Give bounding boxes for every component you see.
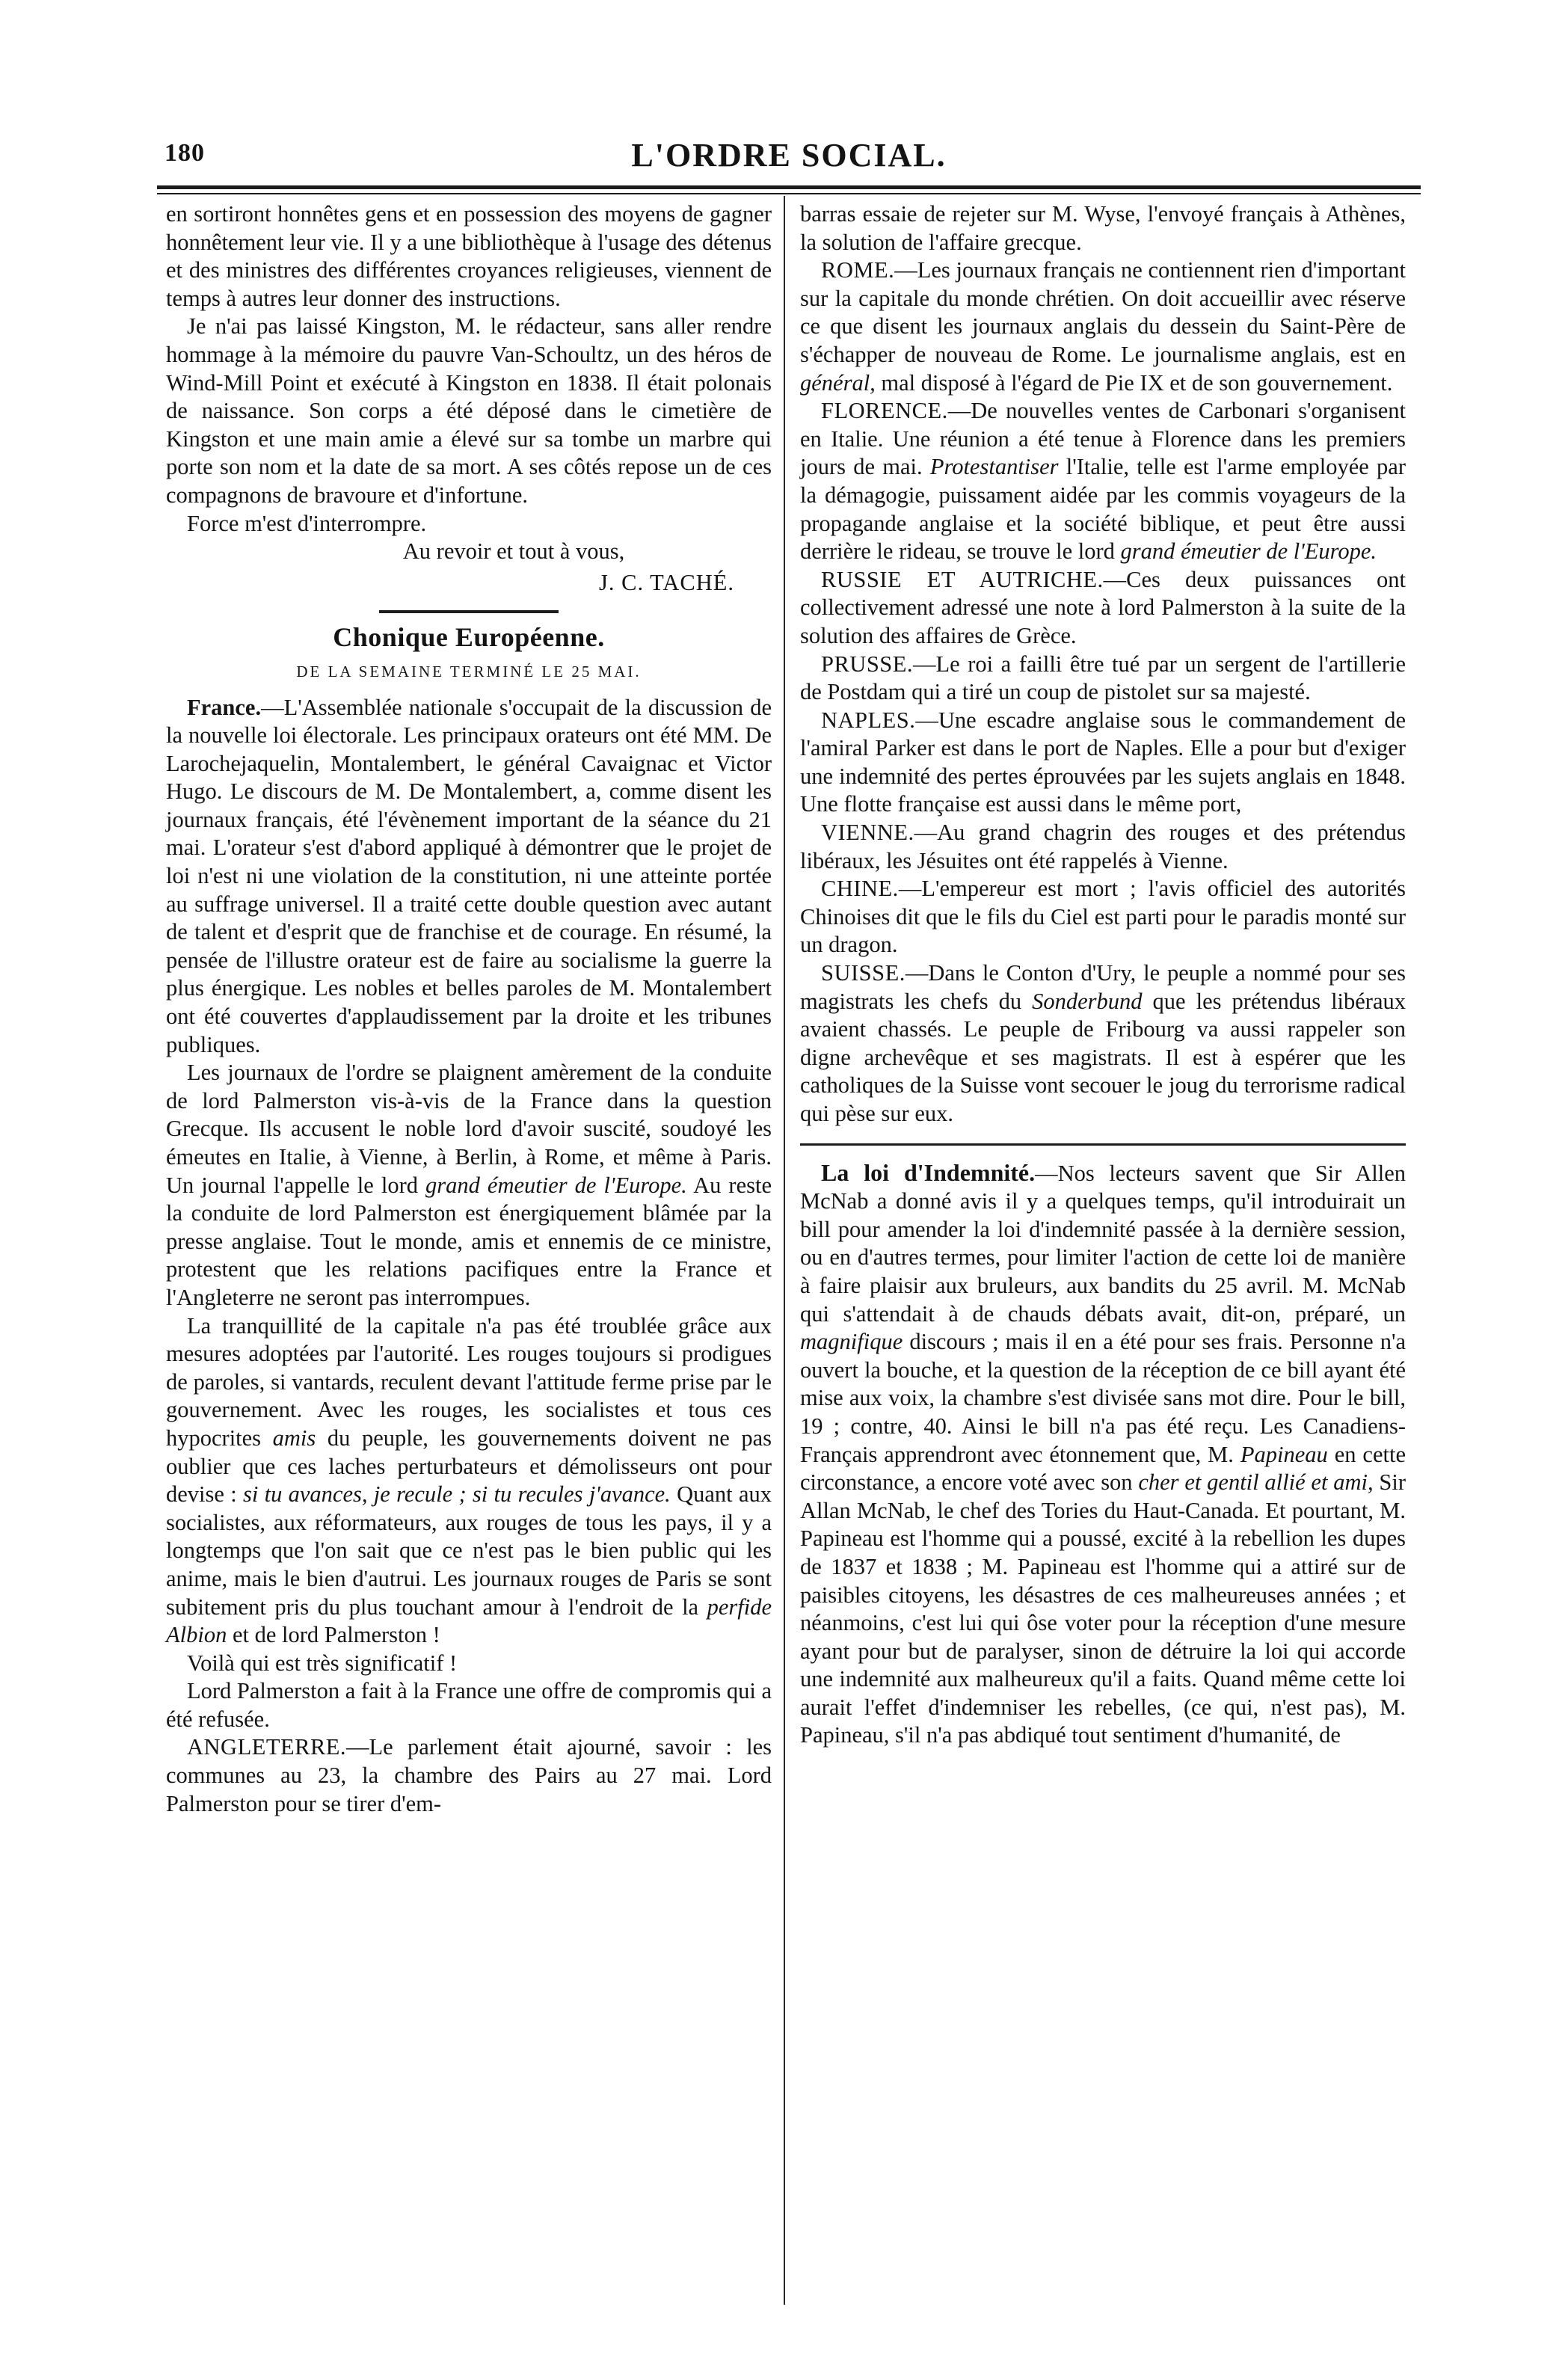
indemnite-text-c: en cette circonstance, a encore voté avec son <box>800 1441 1406 1496</box>
tranquillite-paragraph <box>166 1312 772 1650</box>
naples-label: NAPLES. <box>821 707 916 733</box>
kingston-paragraph: Je n'ai pas laissé Kingston, M. le rédacteur, sans aller rendre hommage à la mémoire du pauvre Van-Schoultz, un des héros de Wind-Mill Point et exécuté à Kingston en 1838. Il était polonais de naissance. Son corps a été déposé dans le cimetière de Kingston et une main amie a élevé sur sa tombe un marbre qui porte son nom et la date de sa mort. A ses côtés repose un de ces compagnons de bravoure et d'infortune. <box>166 313 772 508</box>
vienne-text: —Au grand chagrin des rouges et des prétendus libéraux, les Jésuites ont été rappelés à Vienne. <box>800 820 1406 873</box>
florence-text-b: l'Italie, telle est l'arme employée par la démagogie, puissament aidée par les commis voyageurs de la propagande anglaise et la société biblique, et peut être aussi derrière le rideau, se trouve le lord <box>800 454 1406 565</box>
palmerston-text-b: Au reste la conduite de lord Palmerston est énergiquement blâmée par la presse anglaise. Tout le monde, amis et ennemis de ce ministre, protestent que les relations pacifiques entre la France et l'Angleterre ne seront pas interrompues. <box>166 1172 772 1310</box>
chine-label: CHINE. <box>821 876 899 902</box>
suisse-emphasis: Sonderbund <box>1032 988 1143 1014</box>
header-rule <box>157 185 1421 189</box>
palmerston-text-a: Les journaux de l'ordre se plaignent amèrement de la conduite de lord Palmerston vis-à-vis de la France dans la question Grecque. Ils accusent le noble lord d'avoir suscité, soudoyé les émeutes en Italie, à Vienne, à Berlin, à Rome, et même à Paris. Un journal l'appelle le lord <box>166 1060 772 1198</box>
closing-line: Force m'est d'interrompre. <box>187 510 427 536</box>
tranquillite-text-a: La tranquillité de la capitale n'a pas été troublée grâce aux mesures adoptées par l'autorité. Les rouges toujours si prodigues de paroles, si vantards, reculent devant l'attitude ferme prise par le gouvernement. Avec les rouges, les socialistes et tous ces hypocrites <box>166 1312 772 1451</box>
france-label: France. <box>187 694 262 720</box>
france-text: —L'Assemblée nationale s'occupait de la discussion de la nouvelle loi électorale. Les principaux orateurs ont été MM. De Larochejaquelin, Montalembert, le général Cavaignac et Victor Hugo. Le discours de M. De Montalembert, a, comme disent les journaux français, été l'évènement important de la séance du 21 mai. L'orateur s'est d'abord appliqué à démontrer que le projet de loi n'est ni une violation de la constitution, ni une atteinte portée au suffrage universel. Il a traité cette double question avec autant de talent et d'esprit que de franchise et de courage. En résumé, la pensée de l'illustre orateur est de faire au socialisme la guerre la plus énergique. Les nobles et belles paroles de M. Montalembert ont été couvertes d'applaudissement par la droite et les tribunes publiques. <box>166 694 772 1057</box>
palmerston-paragraph <box>166 1059 772 1312</box>
continuation-paragraph: barras essaie de rejeter sur M. Wyse, l'envoyé français à Athènes, la solution de l'affaire grecque. <box>800 201 1406 255</box>
chronicle-subtitle: DE LA SEMAINE TERMINÉ LE 25 MAI. <box>296 662 642 680</box>
suisse-paragraph <box>800 959 1406 1128</box>
indemnite-title: La loi d'Indemnité. <box>821 1158 1036 1186</box>
page-number: 180 <box>165 139 205 167</box>
rome-emphasis: général, <box>800 369 876 396</box>
rome-paragraph <box>800 256 1406 397</box>
indemnite-emphasis-1: magnifique <box>800 1329 903 1355</box>
article-divider <box>800 1143 1406 1146</box>
vienne-paragraph <box>800 819 1406 875</box>
florence-label: FLORENCE. <box>821 398 948 424</box>
naples-paragraph <box>800 707 1406 819</box>
tranquillite-emphasis-3: perfide Albion <box>166 1594 772 1648</box>
significatif-line: Voilà qui est très significatif ! <box>187 1650 458 1676</box>
prusse-text: —Le roi a failli être tué par un sergent de l'artillerie de Postdam qui a tiré un coup de pistolet sur sa majesté. <box>800 651 1406 705</box>
rome-label: ROME. <box>821 257 895 283</box>
indemnite-text-b: discours ; mais il en a été pour ses frais. Personne n'a ouvert la bouche, et la question de la réception de ce bill ayant été mise aux voix, la chambre s'est divisée sans mot dire. Pour le bill, 19 ; contre, 40. Ainsi le bill n'a pas été reçu. Les Canadiens-Français apprendront avec étonnement que, M. <box>800 1329 1406 1467</box>
russie-label: RUSSIE ET AUTRICHE. <box>821 566 1104 592</box>
tranquillite-text-c: Quant aux socialistes, aux réformateurs, aux rouges de tous les pays, il y a longtemps que l'on sait que ce n'est pas le bien public qui les anime, mais le bien d'autrui. Les journaux rouges de Paris se sont subitement pris du plus touchant amour à l'endroit de la <box>166 1481 772 1620</box>
florence-emphasis: Protestantiser <box>929 454 1059 480</box>
indemnite-emphasis-2: Papineau <box>1240 1441 1328 1467</box>
russie-text: —Ces deux puissances ont collectivement adressé une note à lord Palmerston à la suite de la solution des affaires de Grèce. <box>800 566 1406 648</box>
compromis-paragraph: Lord Palmerston a fait à la France une offre de compromis qui a été refusée. <box>166 1678 772 1732</box>
prusse-paragraph <box>800 651 1406 707</box>
indemnite-text-a: —Nos lecteurs savent que Sir Allen McNab a donné avis il y a quelques temps, qu'il introduirait un bill pour amender la loi d'indemnité passée à la dernière session, ou en d'autres termes, pour limiter l'action de cette loi de manière à faire plaisir aux bruleurs, aux bandits du 25 avril. M. McNab qui s'attendait à de chauds débats avait, dit-on, préparé, un <box>800 1160 1406 1327</box>
section-rule <box>379 610 559 613</box>
tranquillite-text-b: du peuple, les gouvernements doivent ne pas oublier que ces laches perturbateurs et démolisseurs ont pour devise : <box>166 1425 772 1508</box>
farewell-line: Au revoir et tout à vous, <box>402 538 625 565</box>
palmerston-emphasis: grand émeutier de l'Europe. <box>425 1172 687 1198</box>
tranquillite-emphasis-2: si tu avances, je recule ; si tu recules j'avance. <box>242 1481 671 1508</box>
right-column <box>800 200 1406 1750</box>
florence-text-a: —De nouvelles ventes de Carbonari s'organisent en Italie. Une réunion a été tenue à Florence dans les premiers jours de mai. <box>800 398 1406 480</box>
indemnite-text-d: Sir Allan McNab, le chef des Tories du Haut-Canada. Et pourtant, M. Papineau est l'homme qui a poussé, excité à la rebellion les dupes de 1837 et 1838 ; M. Papineau est l'homme qui a attiré sur de paisibles citoyens, les désastres de ces malheureuses années ; et néanmoins, c'est lui qui ôse voter pour la réception d'une mesure ayant pour but de paralyser, sinon de détruire la loi qui accorde une indemnité aux malheureux qu'il a faits. Quand même cette loi aurait l'effet d'indemniser les rebelles, (ce qui, n'est pas), M. Papineau, s'il n'a pas abdiqué tout sentiment d'humanité, de <box>800 1469 1406 1748</box>
suisse-text-a: —Dans le Conton d'Ury, le peuple a nommé pour ses magistrats les chefs du <box>800 960 1406 1014</box>
angleterre-paragraph <box>166 1733 772 1818</box>
page-header <box>165 139 1413 184</box>
suisse-text-b: que les prétendus libéraux avaient chassés. Le peuple de Fribourg va aussi rappeler son digne archevêque et ses magistrats. Il est à espérer que les catholiques de la Suisse vont secouer le joug du terrorisme radical qui pèse sur eux. <box>800 988 1406 1126</box>
column-divider <box>784 196 785 2305</box>
angleterre-text: —Le parlement était ajourné, savoir : les communes au 23, la chambre des Pairs au 27 mai. Lord Palmerston pour se tirer d'em- <box>166 1734 772 1816</box>
author-signature: J. C. TACHÉ. <box>598 569 734 595</box>
chronicle-title: Chonique Européenne. <box>333 622 605 653</box>
naples-text: —Une escadre anglaise sous le commandement de l'amiral Parker est dans le port de Naples. Elle a pour but d'exiger une indemnité des pertes éprouvées par les sujets anglais en 1848. Une flotte française est aussi dans le même port, <box>800 707 1406 817</box>
chine-text: —L'empereur est mort ; l'avis officiel des autorités Chinoises dit que le fils du Ciel est parti pour le paradis monté sur un dragon. <box>800 876 1406 958</box>
indemnite-emphasis-3: cher et gentil allié et ami, <box>1138 1469 1374 1496</box>
rome-text-b: mal disposé à l'égard de Pie IX et de son gouvernement. <box>875 369 1393 396</box>
florence-paragraph <box>800 397 1406 566</box>
tranquillite-emphasis-1: amis <box>272 1425 316 1451</box>
indemnite-paragraph <box>800 1159 1406 1750</box>
rome-text-a: —Les journaux français ne contiennent rien d'important sur la capitale du monde chrétien. On doit accueillir avec réserve ce que disent les journaux anglais du dessein du Saint-Père de s'échapper de nouveau de Rome. Le journalisme anglais, est en <box>800 257 1406 367</box>
angleterre-label: ANGLETERRE. <box>187 1734 347 1760</box>
header-rule-thin <box>157 193 1421 194</box>
russie-paragraph <box>800 566 1406 651</box>
left-column <box>166 200 772 1818</box>
prusse-label: PRUSSE. <box>821 651 914 677</box>
florence-emphasis-2: grand émeutier de l'Europe. <box>1120 538 1377 565</box>
running-title: L'ORDRE SOCIAL. <box>631 137 947 173</box>
france-paragraph <box>166 694 772 1060</box>
suisse-label: SUISSE. <box>821 960 906 986</box>
tranquillite-text-d: et de lord Palmerston ! <box>227 1622 440 1648</box>
vienne-label: VIENNE. <box>821 820 914 846</box>
intro-paragraph: en sortiront honnêtes gens et en possession des moyens de gagner honnêtement leur vie. Il y a une bibliothèque à l'usage des détenus et des ministres des différentes croyances religieuses, viennent de temps à autres leur donner des instructions. <box>166 201 772 311</box>
chine-paragraph <box>800 875 1406 959</box>
